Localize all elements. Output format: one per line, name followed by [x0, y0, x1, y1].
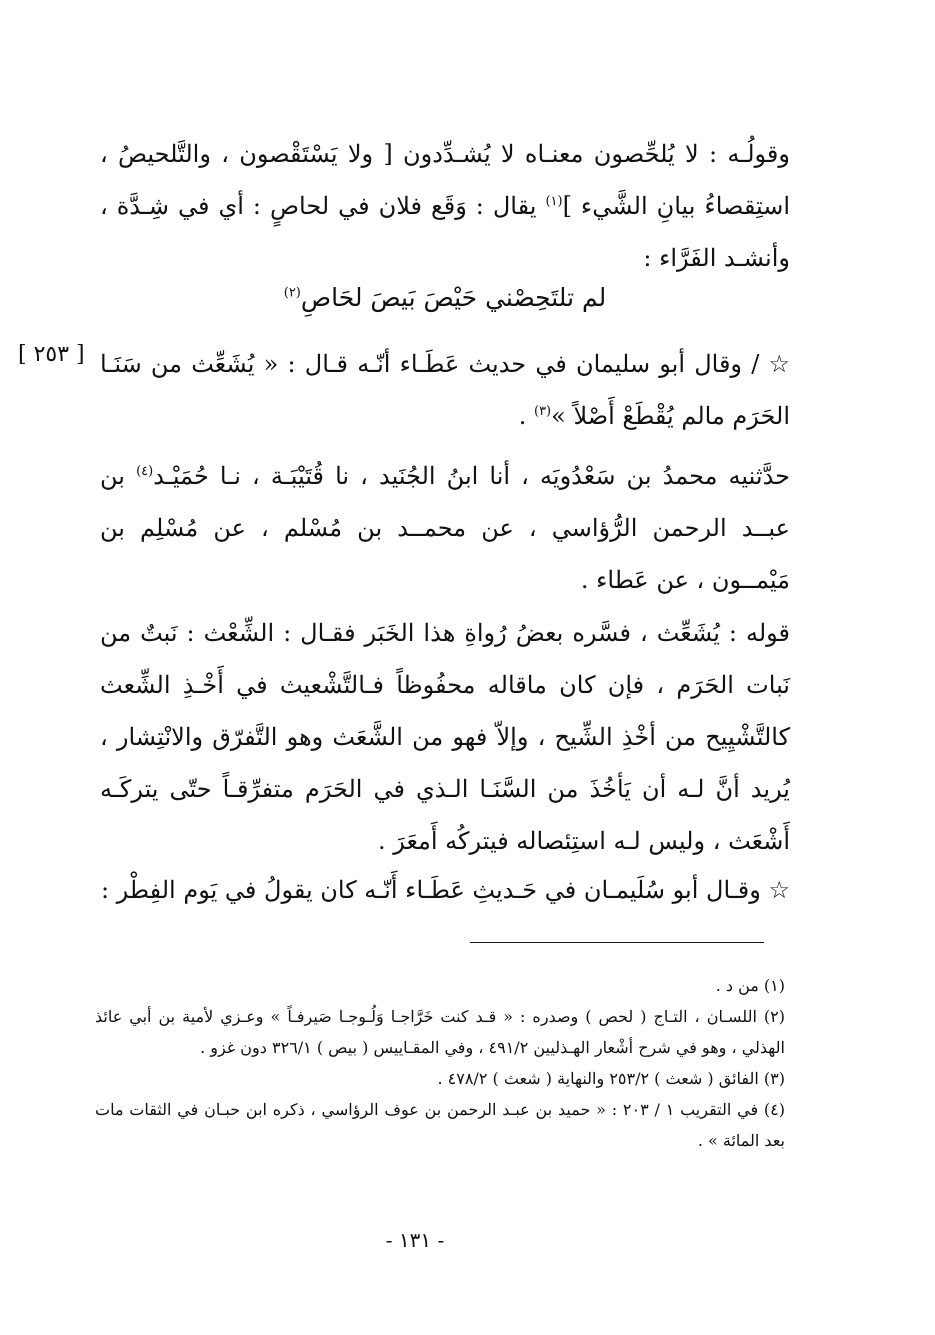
paragraph-1: وقولُـه : لا يُلحِّصون معنـاه لا يُشـدِّدون [ ولا يَسْتَقْصون ، والتَّلحيصُ ، استِقصاءُ بيانِ الشَّيء ]$^{(١)}$ يقال : وَقَع فلان في لحاصٍ : أي في شِـدَّة ، وأنشـد الفَرَّاء :: [100, 140, 791, 272]
paragraph-2: ☆ / وقال أبو سليمان في حديث عَطَـاء أنّـه قـال : « يُشَعِّث من سَنَـا الحَرَم مالم يُقْطَعْ أَصْلاً »$^{(٣)}$ .: [100, 350, 790, 430]
paragraph-lhs: [100, 128, 790, 284]
verse-line: لم تلتَحِصْني حَيْصَ بَيصَ لحَاصِ$^{(٢)}$: [283, 283, 607, 312]
paragraph-5: ☆ وقـال أبو سُلَيمـان في حَـديثِ عَطَـاء أَنّـه كان يقولُ في يَوم الفِطْر :: [100, 876, 790, 904]
paragraph-3: حدَّثنيه محمدُ بن سَعْدُويَه ، أنا ابنُ الجُنَيد ، نا قُتَيْبَـة ، نـا حُمَيْـد$^{(٤)}$ بن عبــد الرحمن الرُّؤاسي ، عن محمــد بن مُسْلم ، عن مُسْلِم بن مَيْمــون ، عن عَطاء .: [100, 462, 790, 594]
footnote-3: (٣) الفائق ( شعث ) ٢٥٣/٢ والنهاية ( شعث ) ٤٧٨/٢ .: [437, 1069, 785, 1088]
margin-marker: [ ٢٥٣ ]: [18, 342, 85, 367]
footnote-ref-4[interactable]: (٤): [136, 464, 154, 479]
footnote-2: (٢) اللسـان ، التـاج ( لحص ) وصدره : « قـد كنت خَرَّاجـا وَلُـوجـا صَيرفـاً » وعـزي لأمية بن أبي عائذ الهذلي ، وهو في شرح أشْعار الهـذليين ٤٩١/٢ ، وفي المقـاييس ( بيص ) ٣٢٦/١ دون غزو .: [95, 1007, 785, 1057]
footnote-ref-1[interactable]: (١): [545, 194, 563, 209]
footnote-ref-2[interactable]: (٢): [283, 285, 301, 301]
footnote-ref-3[interactable]: (٣): [533, 404, 552, 419]
footnotes: [95, 970, 785, 1156]
footnote-1: (١) من د .: [715, 976, 785, 995]
page-number: - ١٣١ -: [385, 1228, 445, 1252]
footnote-separator: [470, 942, 764, 943]
paragraph-4: قوله : يُشَعِّث ، فسَّره بعضُ رُواةِ هذا الخَبَر فقـال : الشِّعْث : نَبتٌ من نَبات الحَرَم ، فإن كان ماقاله محفُوظاً فـالتَّشْعيث في أَخْـذِ الشِّعث كالتَّشْيِيح من أخْذِ الشِّيح ، وإلاّ فهو من الشَّعَث وهو التَّفرّق والانْتِشار ، يُريد أنَّ لـه أن يَأخُذَ من السَّنَـا الـذي في الحَرَم متفرِّقـاً حتّى يتركَـه أَشْعَث ، وليس لـه استِئصاله فيتركُه أَمعَرَ .: [100, 619, 790, 855]
footnote-4: (٤) في التقريب ١ / ٢٠٣ : « حميد بن عبـد الرحمن بن عوف الرؤاسي ، ذكره ابن حبـان في الثقات مات بعد المائة » .: [95, 1100, 786, 1150]
